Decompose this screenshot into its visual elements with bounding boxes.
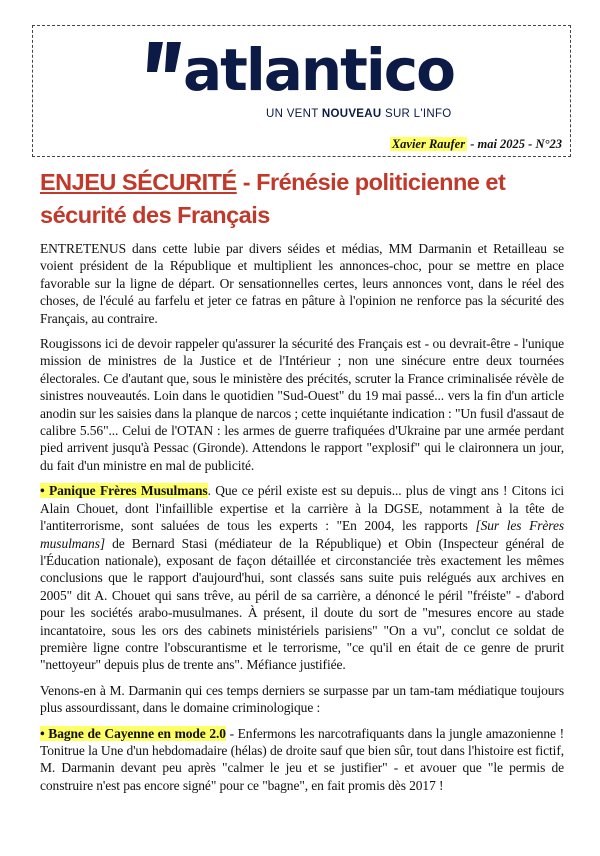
- logo-quote-mark-right: [165, 42, 181, 72]
- byline: [390, 137, 562, 152]
- tagline: UN VENT NOUVEAU SUR L'INFO: [266, 108, 452, 120]
- paragraph-security: Rougissons ici de devoir rappeler qu'assurer la sécurité des Français est - ou devrait-être - l'unique mission de ministres de la Justice et de l'Intérieur ; non une sinécure entre deux tournées électorales. Ce d'autant que, sous le ministère des précités, scruter la France criminalisée révèle de sinistres nouveautés. Loin dans le quotidien "Sud-Ouest" du 19 mai passé... vers la fin d'un article anodin sur les saisies dans la planque de narcos ; cette inquiétante indication : "Un fusil d'assaut de calibre 5.56"... Celui de l'OTAN : les armes de guerre trafiquées d'Ukraine par une armée perdant pied arrivent jusqu'à Pessac (Gironde). Attendons le rapport "explosif" qui le claironnera un jour, du fait d'un ministre en mal de publicité.: [40, 336, 564, 473]
- masthead: [32, 25, 571, 157]
- issue-date: - mai 2025 - N°23: [467, 137, 562, 151]
- section-heading-bagne-cayenne: • Bagne de Cayenne en mode 2.0: [40, 725, 226, 741]
- atlantico-logo[interactable]: [145, 32, 475, 98]
- article: [40, 166, 564, 802]
- section-freres-musulmans: • Panique Frères Musulmans. Que ce péril existe est su depuis... plus de vingt ans ! Citons ici Alain Chouet, dont l'infaillible expertise et la carrière à la DGSE, notamment à la tête de l'antiterrorisme, sont saluées de tous les experts : "En 2004, les rapports [Sur les Frères musulmans] de Bernard Stasi (médiateur de la République) et Obin (Inspecteur général de l'Éducation nationale), exposant de façon détaillée et circonstanciée très exactement les mêmes conclusions que le rapport d'aujourd'hui, sont classés sans suite puis relégués aux archives en 2005" dit A. Chouet qui sans trêve, au péril de sa carrière, a dénoncé le péril "fréiste" - d'abord pour les sociétés arabo-musulmanes. À présent, il doute du sort de "mesures encore au stade incantatoire, sous les ors des cabinets ministériels parisiens" "On a vu", conclut ce soldat de première ligne contre l'obscurantisme et le terrorisme, "ce qu'il en était de ce genre de prurit "nettoyeur" depuis plus de trente ans". Méfiance justifiée.: [40, 483, 564, 673]
- title-kicker: ENJEU SÉCURITÉ: [40, 169, 237, 195]
- logo-quote-mark-left: [147, 42, 163, 72]
- article-title: [40, 166, 564, 232]
- paragraph-intro: ENTRETENUS dans cette lubie par divers séides et médias, MM Darmanin et Retailleau se voient président de la République et multiplient les annonces-choc, pour se mettre en place favorable sur la ligne de départ. Or sensationnelles certes, leurs annonces vont, dans le réel des choses, de l'éculé au farfelu et jeter ce fatras en pâture à l'opinion ne renforce pas la sécurité des Français, au contraire.: [40, 241, 564, 326]
- section-bagne-cayenne: • Bagne de Cayenne en mode 2.0 - Enfermons les narcotrafiquants dans la jungle amazonienne ! Tonitrue la Une d'un hebdomadaire (hélas) de droite sauf que bien sûr, tout dans l'histoire est fictif, M. Darmanin devant peu après "calmer le jeu et se justifier" - et avouer que "le permis de construire n'est pas encore signé" pour ce "bagne", en fait promis dès 2017 !: [40, 725, 564, 793]
- paragraph-darmanin: Venons-en à M. Darmanin qui ces temps derniers se surpasse par un tam-tam médiatique toujours plus assourdissant, dans le domaine criminologique :: [40, 682, 564, 716]
- section-heading-freres-musulmans: • Panique Frères Musulmans: [40, 483, 208, 499]
- author-name: Xavier Raufer: [391, 137, 466, 151]
- title-rest: - Frénésie politicienne et sécurité des Français: [40, 169, 506, 228]
- logo-wordmark: atlantico: [183, 36, 455, 98]
